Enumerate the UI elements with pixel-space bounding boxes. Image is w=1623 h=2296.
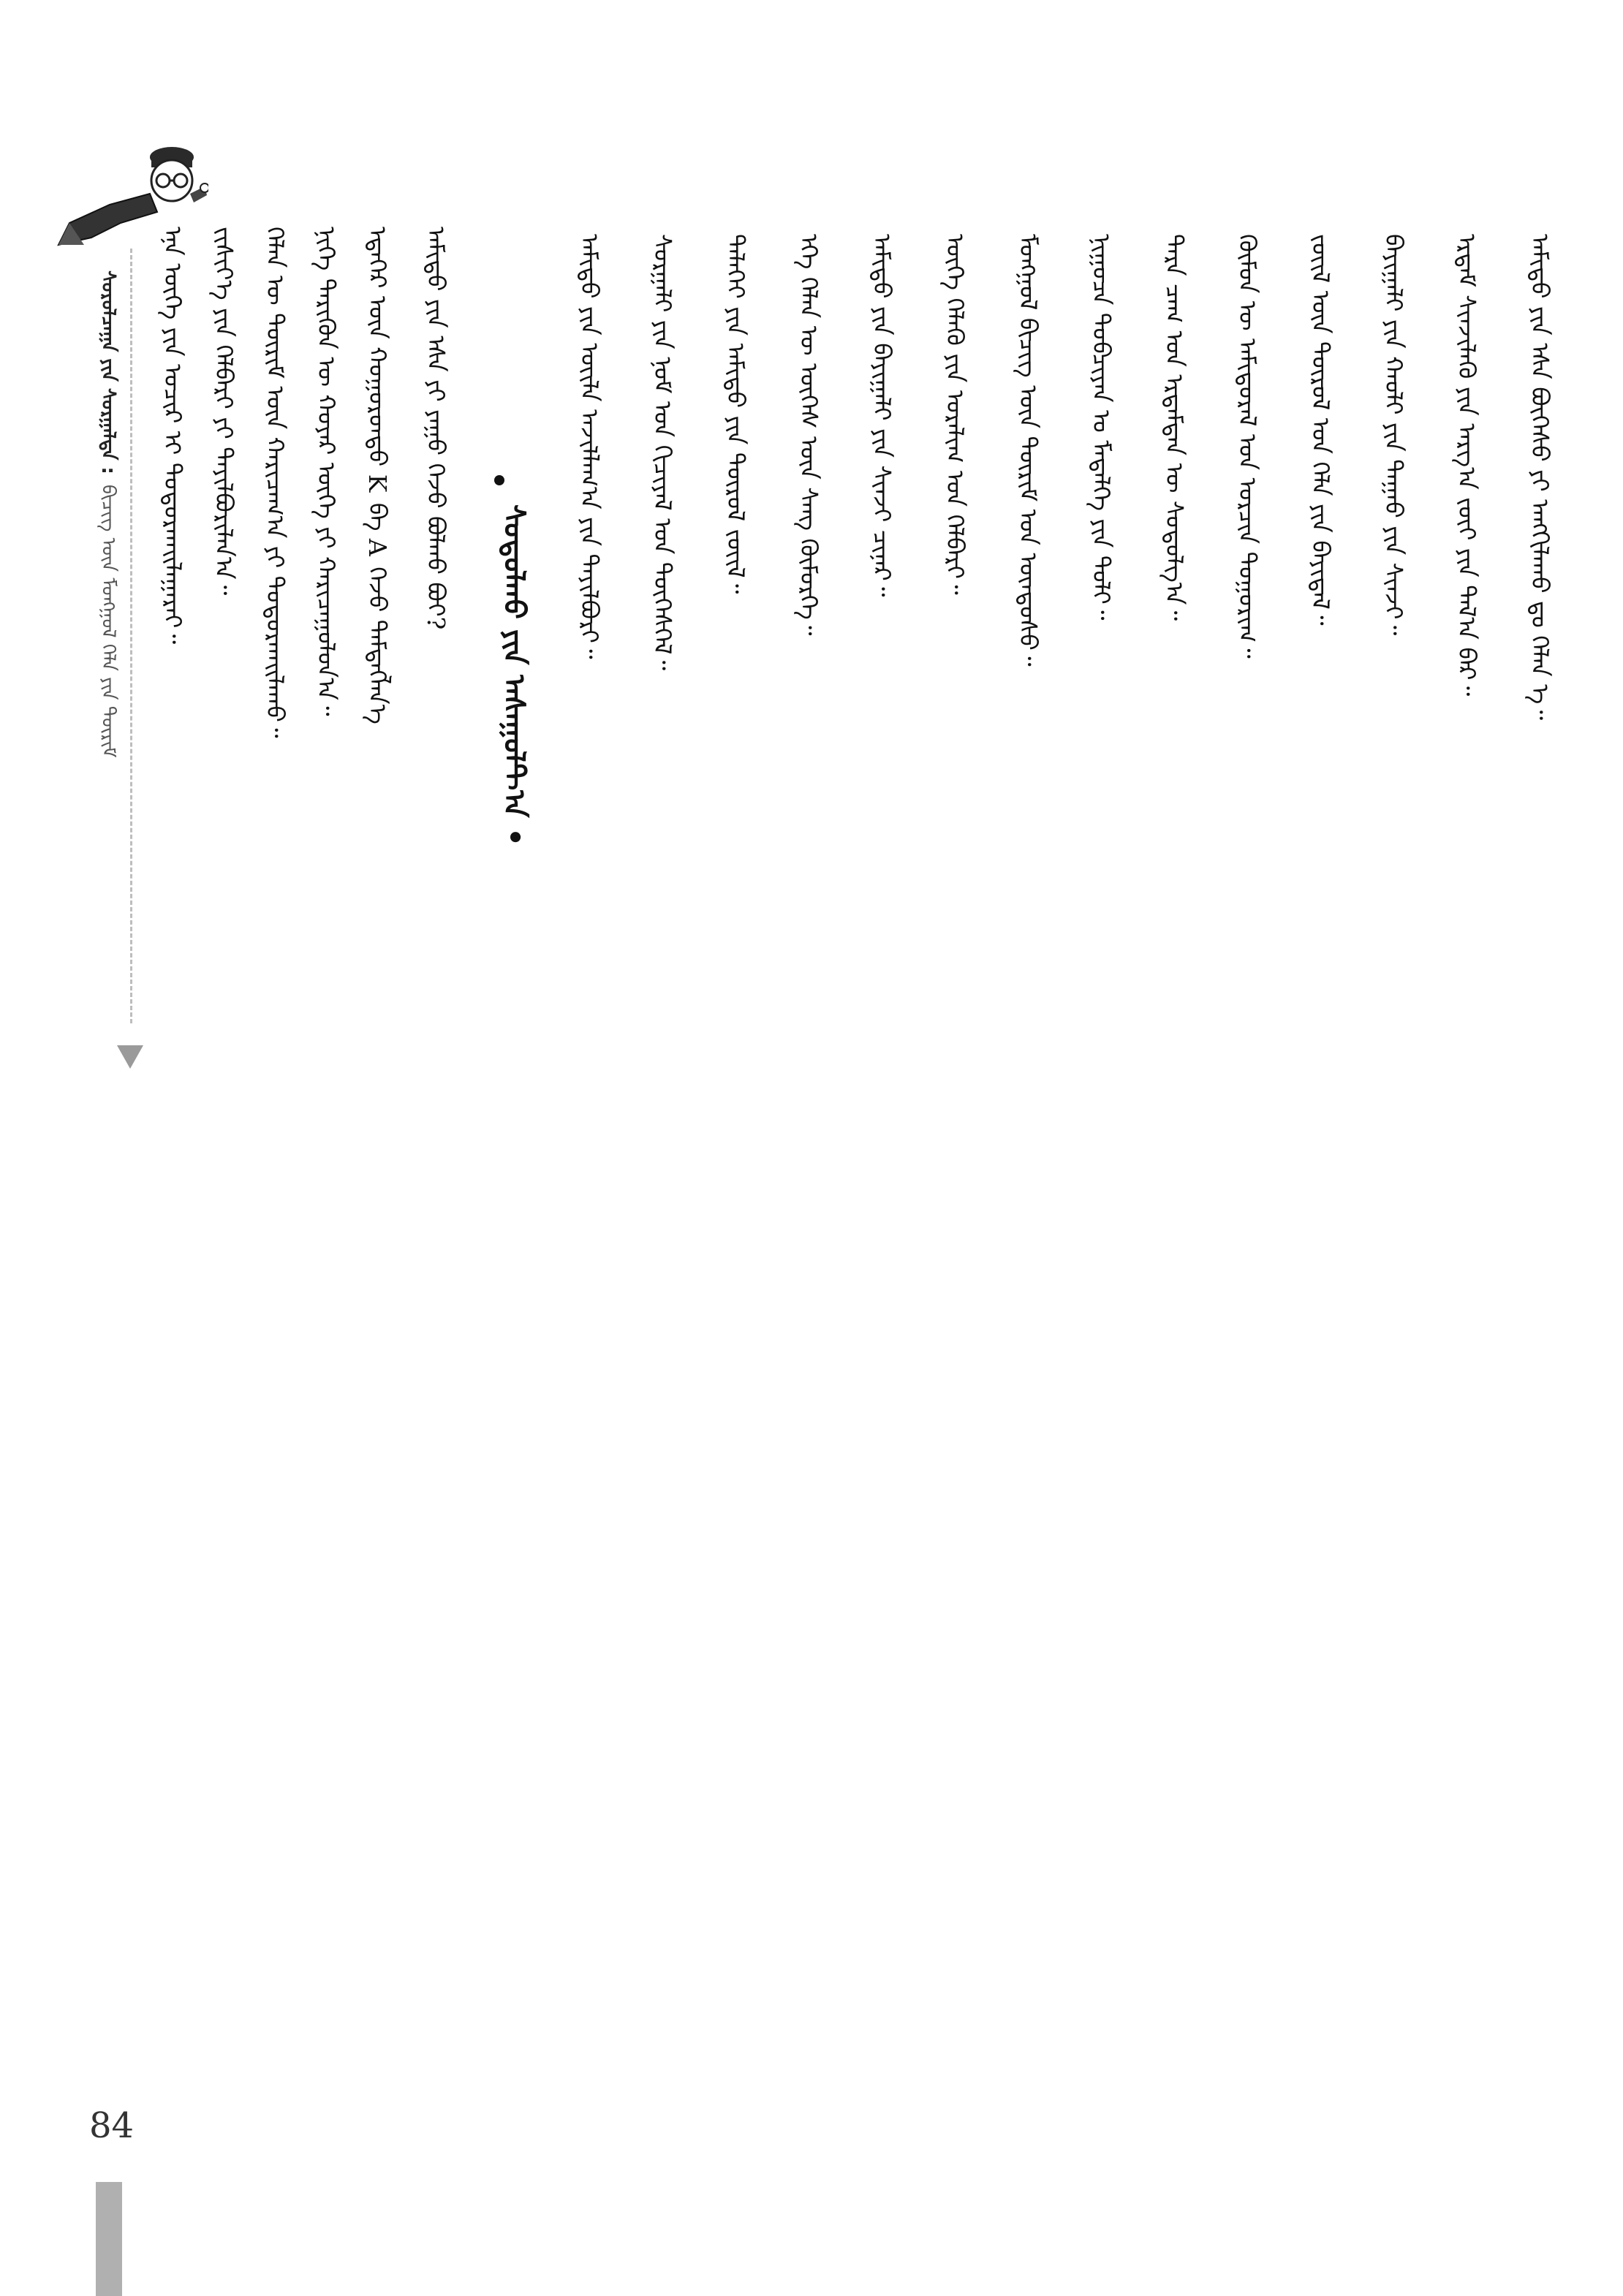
text-column: ᠦᠭᠡ ᠬᠡᠯᠡᠬᠦ ᠶᠢᠨ ᠤᠷᠠᠯᠢᠭ ᠤᠨ ᠬᠡᠯᠪᠡᠷᠢ᠃ <box>941 234 969 595</box>
running-header <box>86 270 130 1016</box>
header-title-bold: ᠰᠤᠷᠤᠯᠴᠠᠭᠠ ᠶᠢᠨ ᠰᠤᠷᠭᠠᠯᠲᠠ : <box>97 270 119 474</box>
text-column: ᠠᠮᠢᠳᠤ ᠶᠢᠨ ᠪᠠᠶᠢᠭᠠᠯᠢ ᠶᠢᠨ ᠰᠢᠨᠵᠢ ᠴᠢᠨᠠᠷ᠃ <box>868 234 896 597</box>
text-column: ᠡᠷᠳᠡᠮ ᠰᠢᠨᠵᠢᠯᠡᠬᠦ ᠶᠢᠨ ᠠᠷᠭ᠎ᠠ ᠵᠦᠢ ᠶᠢᠨ ᠲᠠᠯ᠎ᠠ ᠪᠡᠷ᠃ <box>1453 234 1481 697</box>
page-number: 84 <box>89 2105 135 2146</box>
header-title-rest: ᠪᠢᠴᠢᠭ᠌ ᠦᠨ ᠮᠣᠩᠭᠣᠯ ᠬᠡᠯᠡ ᠶᠢᠨ ᠳᠦᠷᠢᠮ <box>97 484 119 758</box>
text-column: ᠮᠣᠩᠭᠣᠯ ᠪᠢᠴᠢᠭ ᠦᠨ ᠳᠦᠷᠢᠮ ᠤᠨ ᠦᠨᠳᠦᠰᠦ᠃ <box>1014 234 1043 667</box>
text-column: ᠡᠨᠡ ᠦᠭᠡ ᠶᠢᠨ ᠤᠴᠢᠷ ᠢ ᠲᠣᠳᠣᠷᠬᠠᠢᠯᠠᠭᠠᠷᠠᠢ᠃ <box>159 227 187 645</box>
text-column: ᠡᠬᠡ ᠬᠡᠯᠡᠨ ᠦ ᠦᠭᠡᠰ ᠦᠨ ᠰᠠᠩ ᠬᠥᠮᠥᠷᠭᠡ᠃ <box>795 234 823 636</box>
text-column: ᠰᠤᠷᠭᠠᠯᠢ ᠶᠢᠨ ᠨᠣᠮ ᠤᠨ ᠬᠢᠴᠢᠶᠡᠯ ᠤᠨ ᠲᠥᠭᠡᠰᠬᠡᠯ᠃ <box>648 234 677 671</box>
text-column: ᠬᠦᠮᠦᠨ ᠦ ᠠᠮᠢᠳᠤᠷᠠᠯ ᠤᠨ ᠣᠷᠴᠢᠨ ᠲᠣᠭᠣᠷᠢᠭ᠃ <box>1233 234 1262 659</box>
text-column: ᠡᠳᠡᠭᠡᠷ ᠦᠨ ᠬᠣᠭᠣᠷᠤᠨᠳᠤ K ᠪᠠ A ᠭᠡᠵᠦ ᠲᠡᠮᠳᠡᠭᠯᠡᠨ᠎ᠡ <box>363 227 392 724</box>
text-column: ᠪᠠᠶᠢᠭᠠᠯᠢ ᠶᠢᠨ ᠬᠠᠤᠯᠢ ᠶᠢᠨ ᠳᠠᠭᠠᠤ ᠶᠢᠨ ᠰᠢᠨᠵᠢ᠃ <box>1380 234 1408 636</box>
section-title: ᠰᠣᠳᠤᠯᠬᠤ ᠶᠢᠨ ᠠᠰᠠᠭᠤᠯᠲ᠎ᠠ • <box>497 504 531 846</box>
text-column: ᠵᠦᠢᠯ ᠦᠨ ᠲᠥᠷᠥᠯ ᠤᠨ ᠬᠡᠯᠡ ᠶᠢᠨ ᠪᠠᠶᠢᠳᠠᠯ᠃ <box>1306 234 1335 626</box>
text-column: ᠲᠡᠷᠡ ᠴᠠᠭ ᠤᠨ ᠡᠷᠳᠡᠮᠲᠡᠨ ᠦ ᠰᠤᠳᠤᠯᠭ᠎ᠠ᠃ <box>1160 234 1189 621</box>
text-column: ᠳᠡᠯᠡᠬᠡᠢ ᠶᠢᠨ ᠠᠮᠢᠳᠤ ᠶᠢᠨ ᠲᠦᠷᠦᠯ ᠵᠦᠢᠯ᠃ <box>722 234 750 594</box>
text-column: ᠵᠢᠱᠢᠶ᠎ᠡ ᠶᠢᠨ ᠬᠡᠯᠪᠡᠷᠢ ᠶᠢ ᠲᠠᠶᠢᠯᠪᠤᠷᠢᠯᠠᠨ᠎ᠠ᠃ <box>210 227 238 596</box>
section-bullet <box>494 475 504 485</box>
text-column: ᠬᠡᠯᠡᠨ ᠦ ᠳᠦᠷᠢᠮ ᠦᠨ ᠬᠠᠷᠢᠴᠠᠭ᠎ᠠ ᠶᠢ ᠲᠣᠳᠣᠷᠬᠠᠢᠯᠠᠬᠤ᠃ <box>261 227 290 738</box>
text-column: ᠨᠢᠭᠤᠴᠠ ᠲᠣᠪᠴᠢᠶᠠᠨ ᠤ ᠮᠡᠳᠡᠯᠭᠡ ᠶᠢᠨ ᠲᠣᠯᠢ᠃ <box>1087 234 1116 621</box>
text-column: ᠠᠮᠢᠳᠤ ᠶᠢᠨ ᠦᠢᠯᠡ ᠠᠵᠢᠯᠯᠠᠭ᠎ᠠ ᠶᠢᠨ ᠲᠠᠶᠢᠯᠪᠤᠷᠢ᠃ <box>575 234 604 659</box>
text-column: ᠠᠮᠢᠳᠤ ᠶᠢᠨ ᠡᠰᠡ ᠶᠢ ᠶᠠᠭᠤ ᠭᠡᠵᠦ ᠪᠣᠯᠬᠤ ᠪᠣᠢ? <box>422 227 450 630</box>
text-column: ᠠᠮᠢᠳᠤ ᠶᠢᠨ ᠡᠰᠡ ᠪᠥᠭᠡᠰᠦ ᠶᠢ ᠠᠩᠭᠢᠯᠠᠬᠤ ᠳᠤ ᠬᠡᠯᠡᠨ ᠡ᠃ <box>1526 234 1554 721</box>
header-arrow-icon <box>117 1045 143 1069</box>
header-divider <box>130 249 132 1023</box>
text-column: ᠨᠢᠭᠡ ᠲᠡᠷᠢᠭᠦᠨ ᠦ ᠬᠣᠶᠠᠷ ᠦᠭᠡ ᠶᠢ ᠬᠠᠷᠢᠴᠠᠭᠤᠯᠤᠨ᠎ᠠ᠃ <box>312 227 341 716</box>
page-edge-tab <box>96 2182 122 2296</box>
